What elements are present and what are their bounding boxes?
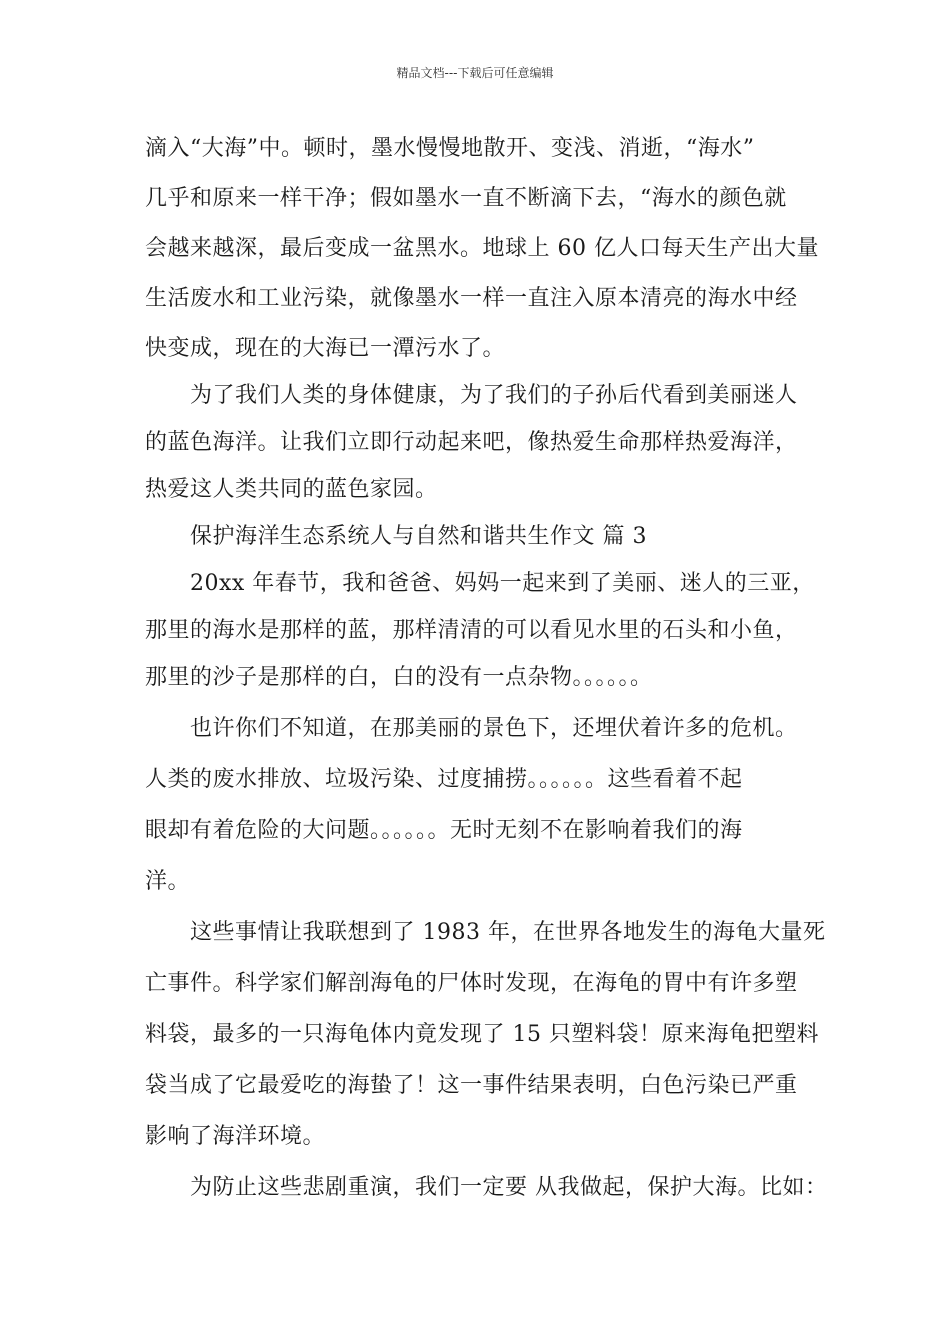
text-line: 20xx 年春节，我和爸爸、妈妈一起来到了美丽、迷人的三亚， (190, 571, 815, 596)
text-line: 袋当成了它最爱吃的海蛰了！这一事件结果表明，白色污染已严重 (145, 1073, 798, 1098)
text-line: 那里的沙子是那样的白，白的没有一点杂物。。。。。。 (145, 665, 653, 690)
text-line: 那里的海水是那样的蓝，那样清清的可以看见水里的石头和小鱼， (145, 618, 798, 643)
document-body (145, 128, 835, 1218)
text-line: 洋。 (145, 869, 191, 894)
text-line: 滴入“大海”中。顿时，墨水慢慢地散开、变浅、消逝，“海水” (145, 136, 755, 161)
text-line: 热爱这人类共同的蓝色家园。 (145, 477, 438, 502)
text-line: 也许你们不知道，在那美丽的景色下，还埋伏着许多的危机。 (190, 716, 798, 741)
text-line: 亡事件。科学家们解剖海龟的尸体时发现，在海龟的胃中有许多塑 (145, 971, 798, 996)
text-line: 的蓝色海洋。让我们立即行动起来吧，像热爱生命那样热爱海洋， (145, 430, 798, 455)
text-line: 人类的废水排放、垃圾污染、过度捕捞。。。。。。这些看着不起 (145, 767, 743, 792)
text-line: 为了我们人类的身体健康，为了我们的子孙后代看到美丽迷人 (190, 383, 798, 408)
text-line: 会越来越深，最后变成一盆黑水。地球上 60 亿人口每天生产出大量 (145, 236, 819, 261)
page-header: 精品文档---下载后可任意编辑 (396, 66, 554, 80)
text-line: 这些事情让我联想到了 1983 年，在世界各地发生的海龟大量死 (190, 920, 826, 945)
text-line: 为防止这些悲剧重演，我们一定要 从我做起，保护大海。比如： (190, 1175, 828, 1200)
text-line: 料袋，最多的一只海龟体内竟发现了 15 只塑料袋！原来海龟把塑料 (145, 1022, 819, 1047)
text-line: 生活废水和工业污染，就像墨水一样一直注入原本清亮的海水中经 (145, 286, 798, 311)
text-line: 眼却有着危险的大问题。。。。。。无时无刻不在影响着我们的海 (145, 818, 743, 843)
section-heading: 保护海洋生态系统人与自然和谐共生作文 篇 3 (190, 524, 647, 549)
text-line: 几乎和原来一样干净；假如墨水一直不断滴下去，“海水的颜色就 (145, 186, 787, 211)
text-line: 影响了海洋环境。 (145, 1124, 326, 1149)
text-line: 快变成，现在的大海已一潭污水了。 (145, 336, 506, 361)
